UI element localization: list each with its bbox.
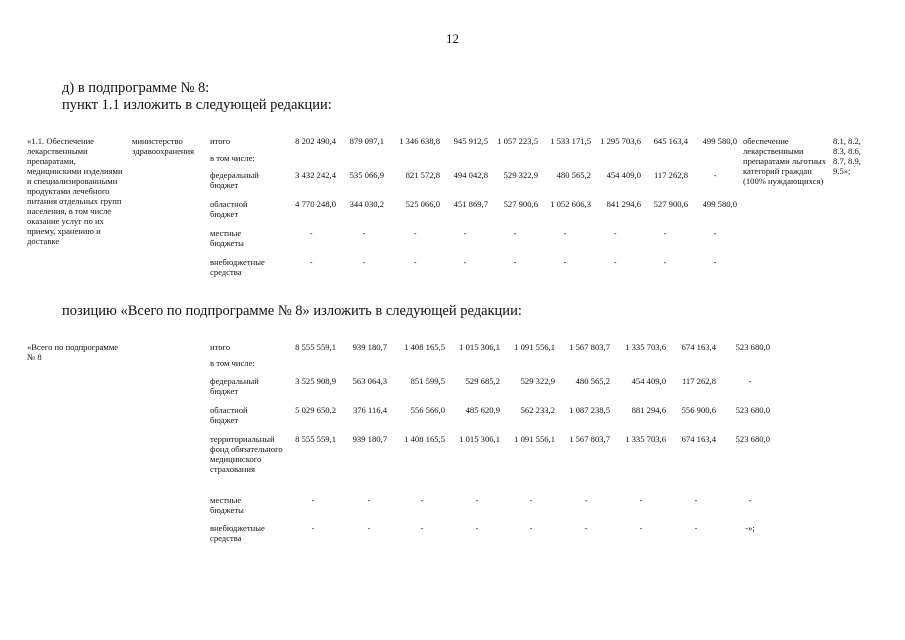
- value-cell: 535 066,9: [349, 170, 384, 180]
- measure-name-cell: «1.1. Обеспечение лекарственными препаратами, медицинскими изделиями и специализированными продуктами лечебного питания отдельных групп населения, в том числе оказание услуг по их приему, хранению и доставке: [27, 136, 123, 246]
- value-cell: -: [563, 257, 567, 267]
- value-cell: -: [311, 523, 315, 533]
- value-cell: -: [367, 523, 371, 533]
- value-cell: -: [529, 523, 533, 533]
- value-cell: 939 180,7: [352, 434, 387, 444]
- value-cell: 527 900,6: [503, 199, 538, 209]
- value-cell: 1 087 238,5: [569, 405, 610, 415]
- value-cell: 8 555 559,1: [295, 342, 336, 352]
- value-cell: 454 409,0: [631, 376, 666, 386]
- row-label: территориальный фонд обязательного медицинского страхования: [210, 434, 283, 474]
- value-cell: 527 900,6: [653, 199, 688, 209]
- value-cell: 8 555 559,1: [295, 434, 336, 444]
- value-cell: 523 680,0: [735, 342, 770, 352]
- section-heading-total: позицию «Всего по подпрограмме № 8» изложить в следующей редакции:: [62, 303, 522, 319]
- value-cell: -: [613, 228, 617, 238]
- value-cell: -: [420, 495, 424, 505]
- value-cell: -: [584, 523, 588, 533]
- value-cell: 1 091 556,1: [514, 342, 555, 352]
- value-cell: 1 533 171,5: [550, 136, 591, 146]
- value-cell: 1 408 165,5: [404, 434, 445, 444]
- value-cell: -: [584, 495, 588, 505]
- value-cell: 480 565,2: [575, 376, 610, 386]
- value-cell: -: [309, 228, 313, 238]
- value-cell: -: [463, 228, 467, 238]
- value-cell: 5 029 650,2: [295, 405, 336, 415]
- executor-cell: министерство здравоохранения: [132, 136, 195, 156]
- value-cell: 841 294,6: [606, 199, 641, 209]
- value-cell: -: [413, 228, 417, 238]
- value-cell: -»;: [745, 523, 755, 533]
- value-cell: -: [513, 228, 517, 238]
- row-label: федеральный бюджет: [210, 170, 259, 190]
- value-cell: 1 567 803,7: [569, 342, 610, 352]
- value-cell: 1 408 165,5: [404, 342, 445, 352]
- row-label: местные бюджеты: [210, 495, 244, 515]
- value-cell: 881 294,6: [631, 405, 666, 415]
- total-name-cell: «Всего по подпрограмме № 8: [27, 342, 119, 362]
- value-cell: 1 052 606,3: [550, 199, 591, 209]
- value-cell: 525 066,0: [405, 199, 440, 209]
- value-cell: 499 580,0: [702, 199, 737, 209]
- value-cell: -: [663, 257, 667, 267]
- value-cell: -: [563, 228, 567, 238]
- value-cell: 1 335 703,6: [625, 434, 666, 444]
- value-cell: -: [694, 495, 698, 505]
- row-label: итого: [210, 136, 231, 146]
- value-cell: 939 180,7: [352, 342, 387, 352]
- value-cell: 523 680,0: [735, 405, 770, 415]
- value-cell: -: [362, 228, 366, 238]
- value-cell: -: [413, 257, 417, 267]
- value-cell: -: [529, 495, 533, 505]
- value-cell: 562 233,2: [520, 405, 555, 415]
- value-cell: -: [748, 495, 752, 505]
- value-cell: 556 900,6: [681, 405, 716, 415]
- value-cell: -: [463, 257, 467, 267]
- value-cell: 556 566,0: [410, 405, 445, 415]
- value-cell: -: [639, 523, 643, 533]
- value-cell: 1 015 306,1: [459, 434, 500, 444]
- value-cell: 454 409,0: [606, 170, 641, 180]
- value-cell: -: [311, 495, 315, 505]
- value-cell: 1 057 223,5: [497, 136, 538, 146]
- row-label: в том числе:: [210, 358, 255, 368]
- row-label: внебюджетные средства: [210, 257, 265, 277]
- value-cell: 8 202 490,4: [295, 136, 336, 146]
- value-cell: 1 346 638,8: [399, 136, 440, 146]
- value-cell: 529 685,2: [465, 376, 500, 386]
- value-cell: 523 680,0: [735, 434, 770, 444]
- value-cell: -: [475, 495, 479, 505]
- value-cell: 1 335 703,6: [625, 342, 666, 352]
- value-cell: 529 322,9: [503, 170, 538, 180]
- value-cell: -: [513, 257, 517, 267]
- value-cell: -: [713, 228, 717, 238]
- value-cell: 563 064,3: [352, 376, 387, 386]
- value-cell: 1 567 803,7: [569, 434, 610, 444]
- value-cell: 117 262,8: [681, 376, 716, 386]
- value-cell: -: [309, 257, 313, 267]
- row-label: федеральный бюджет: [210, 376, 259, 396]
- value-cell: -: [475, 523, 479, 533]
- value-cell: 945 912,5: [453, 136, 488, 146]
- value-cell: 451 869,7: [453, 199, 488, 209]
- value-cell: 494 042,8: [453, 170, 488, 180]
- value-cell: 3 525 908,9: [295, 376, 336, 386]
- value-cell: 1 015 306,1: [459, 342, 500, 352]
- value-cell: 1 295 703,6: [600, 136, 641, 146]
- row-label: областной бюджет: [210, 199, 248, 219]
- value-cell: 674 163,4: [681, 342, 716, 352]
- row-label: итого: [210, 342, 231, 352]
- value-cell: -: [420, 523, 424, 533]
- section-heading-item: пункт 1.1 изложить в следующей редакции:: [62, 97, 332, 113]
- value-cell: -: [713, 170, 717, 180]
- value-cell: 645 163,4: [653, 136, 688, 146]
- value-cell: 3 432 242,4: [295, 170, 336, 180]
- value-cell: -: [362, 257, 366, 267]
- value-cell: 4 770 248,0: [295, 199, 336, 209]
- value-cell: 480 565,2: [556, 170, 591, 180]
- page-number: 12: [446, 31, 459, 46]
- value-cell: -: [639, 495, 643, 505]
- value-cell: 879 097,1: [349, 136, 384, 146]
- value-cell: -: [613, 257, 617, 267]
- row-label: местные бюджеты: [210, 228, 244, 248]
- value-cell: 376 116,4: [352, 405, 387, 415]
- section-heading-subprogram: д) в подпрограмме № 8:: [62, 80, 210, 96]
- value-cell: 851 599,5: [410, 376, 445, 386]
- value-cell: -: [713, 257, 717, 267]
- row-label: в том числе:: [210, 153, 255, 163]
- value-cell: 117 262,8: [653, 170, 688, 180]
- value-cell: 674 163,4: [681, 434, 716, 444]
- row-label: внебюджетные средства: [210, 523, 265, 543]
- value-cell: -: [694, 523, 698, 533]
- value-cell: -: [663, 228, 667, 238]
- value-cell: 1 091 556,1: [514, 434, 555, 444]
- value-cell: 529 322,9: [520, 376, 555, 386]
- value-cell: 821 572,8: [405, 170, 440, 180]
- value-cell: -: [367, 495, 371, 505]
- indicator-refs-cell: 8.1, 8.2, 8.3, 8.6, 8.7, 8.9, 9.5»;: [833, 136, 861, 176]
- expected-result-cell: обеспечение лекарственными препаратами льготных категорий граждан (100% нуждающихся): [743, 136, 826, 186]
- value-cell: 499 580,0: [702, 136, 737, 146]
- value-cell: -: [748, 376, 752, 386]
- value-cell: 344 030,2: [349, 199, 384, 209]
- row-label: областной бюджет: [210, 405, 248, 425]
- value-cell: 485 620,9: [465, 405, 500, 415]
